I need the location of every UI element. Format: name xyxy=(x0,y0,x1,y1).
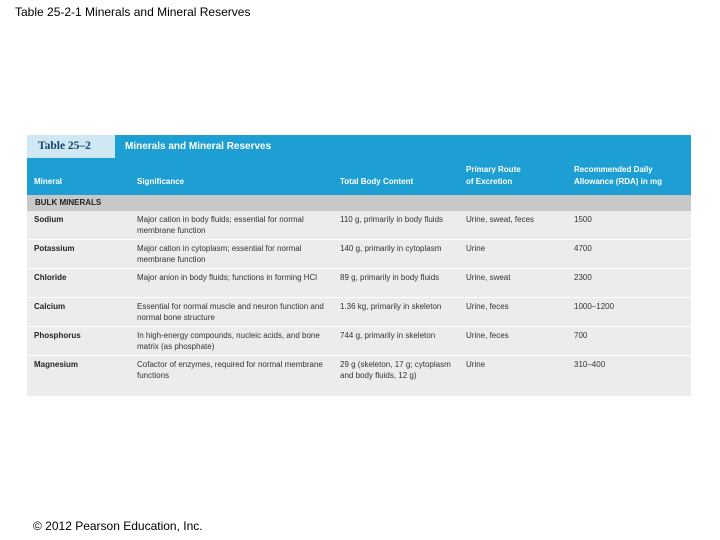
column-header-significance: Significance xyxy=(137,177,185,186)
cell-mineral: Chloride xyxy=(34,273,67,282)
column-header-row xyxy=(27,158,691,195)
table-title-bar xyxy=(27,135,691,158)
cell-excretion-route: Urine xyxy=(466,360,486,369)
cell-total-body-content: 1.36 kg, primarily in skeleton xyxy=(340,302,442,311)
cell-rda: 2300 xyxy=(574,273,592,282)
cell-total-body-content: 744 g, primarily in skeleton xyxy=(340,331,436,340)
column-header-total-body-content: Total Body Content xyxy=(340,177,414,186)
cell-significance: Cofactor of enzymes, required for normal membrane functions xyxy=(137,360,323,380)
cell-excretion-route: Urine, feces xyxy=(466,302,509,311)
table-row xyxy=(27,240,691,269)
section-label: BULK MINERALS xyxy=(35,198,102,207)
copyright-notice: © 2012 Pearson Education, Inc. xyxy=(33,519,203,533)
table-row xyxy=(27,211,691,240)
cell-significance: Major anion in body fluids; functions in forming HCl xyxy=(137,273,318,282)
slide-title: Table 25-2-1 Minerals and Mineral Reserves xyxy=(15,5,251,19)
cell-significance: Major cation in cytoplasm; essential for normal membrane function xyxy=(137,244,302,264)
cell-excretion-route: Urine, sweat xyxy=(466,273,511,282)
cell-total-body-content: 110 g, primarily in body fluids xyxy=(340,215,444,224)
cell-total-body-content: 29 g (skeleton, 17 g; cytoplasm and body fluids, 12 g) xyxy=(340,360,451,380)
cell-mineral: Potassium xyxy=(34,244,75,253)
table-row xyxy=(27,298,691,327)
column-header-mineral: Mineral xyxy=(34,177,63,186)
table-number-label: Table 25–2 xyxy=(27,135,115,158)
cell-total-body-content: 140 g, primarily in cytoplasm xyxy=(340,244,442,253)
cell-excretion-route: Urine, sweat, feces xyxy=(466,215,535,224)
cell-mineral: Magnesium xyxy=(34,360,79,369)
column-header-rda: Recommended Daily Allowance (RDA) in mg xyxy=(574,165,663,186)
cell-mineral: Phosphorus xyxy=(34,331,81,340)
cell-total-body-content: 89 g, primarily in body fluids xyxy=(340,273,440,282)
table-caption: Minerals and Mineral Reserves xyxy=(125,141,272,152)
cell-rda: 310–400 xyxy=(574,360,606,369)
cell-mineral: Sodium xyxy=(34,215,64,224)
cell-excretion-route: Urine xyxy=(466,244,486,253)
cell-significance: Major cation in body fluids; essential for normal membrane function xyxy=(137,215,304,235)
cell-rda: 1000–1200 xyxy=(574,302,615,311)
cell-significance: In high-energy compounds, nucleic acids, and bone matrix (as phosphate) xyxy=(137,331,320,351)
cell-rda: 700 xyxy=(574,331,588,340)
cell-rda: 4700 xyxy=(574,244,592,253)
cell-significance: Essential for normal muscle and neuron function and normal bone structure xyxy=(137,302,324,322)
cell-excretion-route: Urine, feces xyxy=(466,331,509,340)
table-row xyxy=(27,327,691,356)
minerals-table-figure xyxy=(27,135,691,396)
column-header-excretion-route: Primary Route of Excretion xyxy=(466,165,521,186)
section-row-bulk-minerals xyxy=(27,195,691,211)
table-row xyxy=(27,356,691,396)
cell-rda: 1500 xyxy=(574,215,592,224)
cell-mineral: Calcium xyxy=(34,302,66,311)
table-row xyxy=(27,269,691,298)
